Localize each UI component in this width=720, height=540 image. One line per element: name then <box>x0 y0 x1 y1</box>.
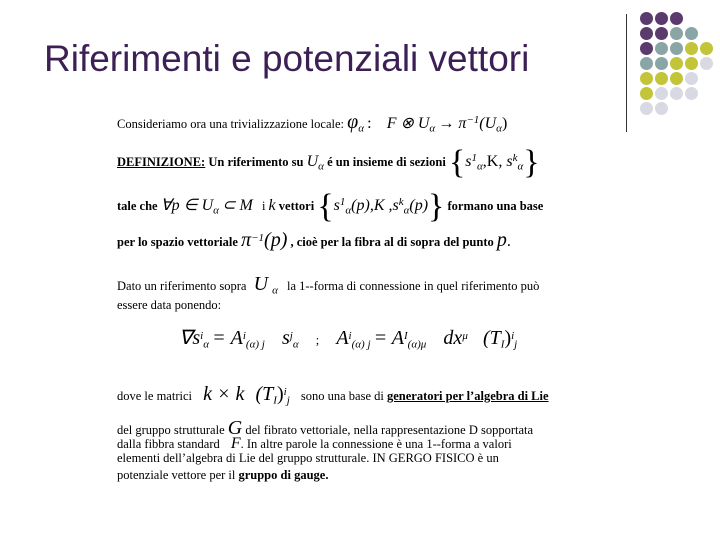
text: per lo spazio vettoriale <box>117 235 238 249</box>
math: (T <box>482 327 501 349</box>
dot <box>640 72 653 85</box>
math: = A <box>373 327 404 349</box>
math: α <box>403 204 410 217</box>
text: formano una base <box>447 199 544 214</box>
lie-generators-link: generatori per l’algebra di Lie <box>386 389 549 403</box>
math: (α)μ <box>407 338 427 351</box>
dot <box>670 72 683 85</box>
dot <box>640 42 653 55</box>
dot <box>670 87 683 100</box>
dot <box>670 12 683 25</box>
text: dalla fibbra standard <box>117 437 220 451</box>
paragraph-line-4 <box>117 468 328 484</box>
math: α <box>429 122 436 135</box>
math: (p) <box>264 229 288 251</box>
dot <box>655 42 668 55</box>
math: α <box>203 338 210 351</box>
dot <box>655 57 668 70</box>
decorative-dot-grid <box>640 12 720 122</box>
dot <box>700 42 713 55</box>
dot <box>655 102 668 115</box>
line-trivializzazione <box>117 110 507 136</box>
line-tale-che: tale che ∀p ∈ $U_\alpha$ ⊂ M i k vettori {$s^1_\alpha(p),K$ $,s^k_\alpha(p)$} formano una base <box>117 188 544 225</box>
text: del fibrato vettoriale, nella rappresentazione D sopportata <box>245 423 534 437</box>
math: α <box>292 338 299 351</box>
line-dove-matrici: dove le matrici k × k $(T_I)^i_j$ sono una base di generatori per l’algebra di Lie <box>117 383 549 407</box>
math: dx <box>443 327 463 349</box>
math: α <box>345 204 352 217</box>
math: : <box>367 115 372 132</box>
math: s <box>281 327 290 349</box>
math: ∇s <box>179 327 201 349</box>
dot <box>655 87 668 100</box>
dot <box>640 12 653 25</box>
text: essere data ponendo: <box>117 298 222 312</box>
math: ∀p ∈ U <box>160 197 214 215</box>
text: sono una base di <box>300 389 384 403</box>
text: Un riferimento su <box>208 155 304 170</box>
math: ⊂ M <box>222 197 253 215</box>
math: (α) j <box>245 338 265 351</box>
line-definizione: DEFINIZIONE: Un riferimento su $U_\alpha$ é un insieme di sezioni {$s^1_\alpha,K$, $s^k_\alpha$} <box>117 144 540 181</box>
text: vettori <box>278 199 315 214</box>
math: p <box>496 229 507 251</box>
dot <box>670 57 683 70</box>
math: ) <box>504 327 512 349</box>
math: (T <box>255 383 274 405</box>
dot <box>640 87 653 100</box>
slide-title: Riferimenti e potenziali vettori <box>44 38 530 79</box>
math: s <box>465 153 472 171</box>
definition-label: DEFINIZIONE: <box>117 155 206 170</box>
dot <box>640 27 653 40</box>
text: potenziale vettore per il <box>117 468 236 482</box>
math: ) <box>276 383 284 405</box>
math: A <box>336 327 349 349</box>
math: → π <box>438 115 467 132</box>
dot <box>685 42 698 55</box>
math: α <box>517 160 524 173</box>
dot <box>685 87 698 100</box>
text: tale che <box>117 199 158 214</box>
dot <box>685 57 698 70</box>
paragraph-line-3 <box>117 451 499 467</box>
math: F <box>230 435 241 452</box>
math: I <box>500 338 505 351</box>
math: , s <box>498 153 513 171</box>
math: = A <box>212 327 243 349</box>
math: φ <box>347 111 359 133</box>
math: α <box>477 160 483 173</box>
math: U <box>306 153 319 171</box>
text: del gruppo strutturale <box>117 423 225 437</box>
math: α <box>318 160 324 173</box>
math: (p) <box>409 197 429 215</box>
math: k <box>268 197 276 215</box>
divider-line <box>626 14 627 132</box>
math: μ <box>462 329 468 342</box>
math: G <box>227 417 243 439</box>
dot <box>640 57 653 70</box>
dot <box>640 102 653 115</box>
dot <box>700 57 713 70</box>
dot <box>685 27 698 40</box>
math: K <box>486 153 499 171</box>
text: gruppo di gauge. <box>238 468 329 482</box>
math: I <box>273 394 277 407</box>
dot <box>655 12 668 25</box>
line-dato-riferimento <box>117 272 539 298</box>
math: 1 <box>339 195 346 208</box>
math: π <box>241 229 252 251</box>
math: (α) j <box>351 338 371 351</box>
dot <box>685 72 698 85</box>
text: . <box>506 233 511 250</box>
dot <box>655 72 668 85</box>
text: elementi dell’algebra di Lie del gruppo strutturale. IN GERGO FISICO è un <box>117 451 499 465</box>
math: s <box>333 197 340 215</box>
math: α <box>213 204 219 217</box>
math: F ⊗ U <box>386 115 430 132</box>
math: (U <box>479 115 497 132</box>
math: ) <box>501 115 508 132</box>
math: ; <box>315 333 320 347</box>
math: α <box>496 122 502 135</box>
text: la 1--forma di connessione in quel riferimento può <box>286 279 540 293</box>
text: dove le matrici <box>117 389 192 403</box>
connection-equation: $\nabla s^i_\alpha = A^i_{(\alpha) j}$ $s^j_\alpha$ ; $A^i_{(\alpha) j} = A^I_{(\alpha)\mu}$ $dx^\mu$ $(T_I)^i_j$ <box>179 327 518 351</box>
math: α <box>272 284 278 297</box>
text: i <box>261 199 266 214</box>
math: U <box>253 273 269 295</box>
math: k <box>398 195 404 208</box>
dot <box>670 42 683 55</box>
math: 1 <box>471 151 478 164</box>
line-essere-data <box>117 298 221 314</box>
math: k × k <box>203 383 245 405</box>
line-spazio-vettoriale <box>117 228 511 253</box>
dot <box>655 27 668 40</box>
math: α <box>358 122 364 135</box>
dot <box>670 27 683 40</box>
text: é un insieme di sezioni <box>327 155 446 170</box>
math: −1 <box>251 231 265 244</box>
text: , cioè per la fibra al di sopra del punto <box>290 235 494 249</box>
text: . In altre parole la connessione è una 1--forma a valori <box>240 437 512 451</box>
text: Consideriamo ora una trivializzazione locale: <box>117 117 344 131</box>
math: (p),K ,s <box>351 197 399 215</box>
math: −1 <box>466 113 480 126</box>
text: Dato un riferimento sopra <box>117 279 247 293</box>
math: k <box>512 151 518 164</box>
